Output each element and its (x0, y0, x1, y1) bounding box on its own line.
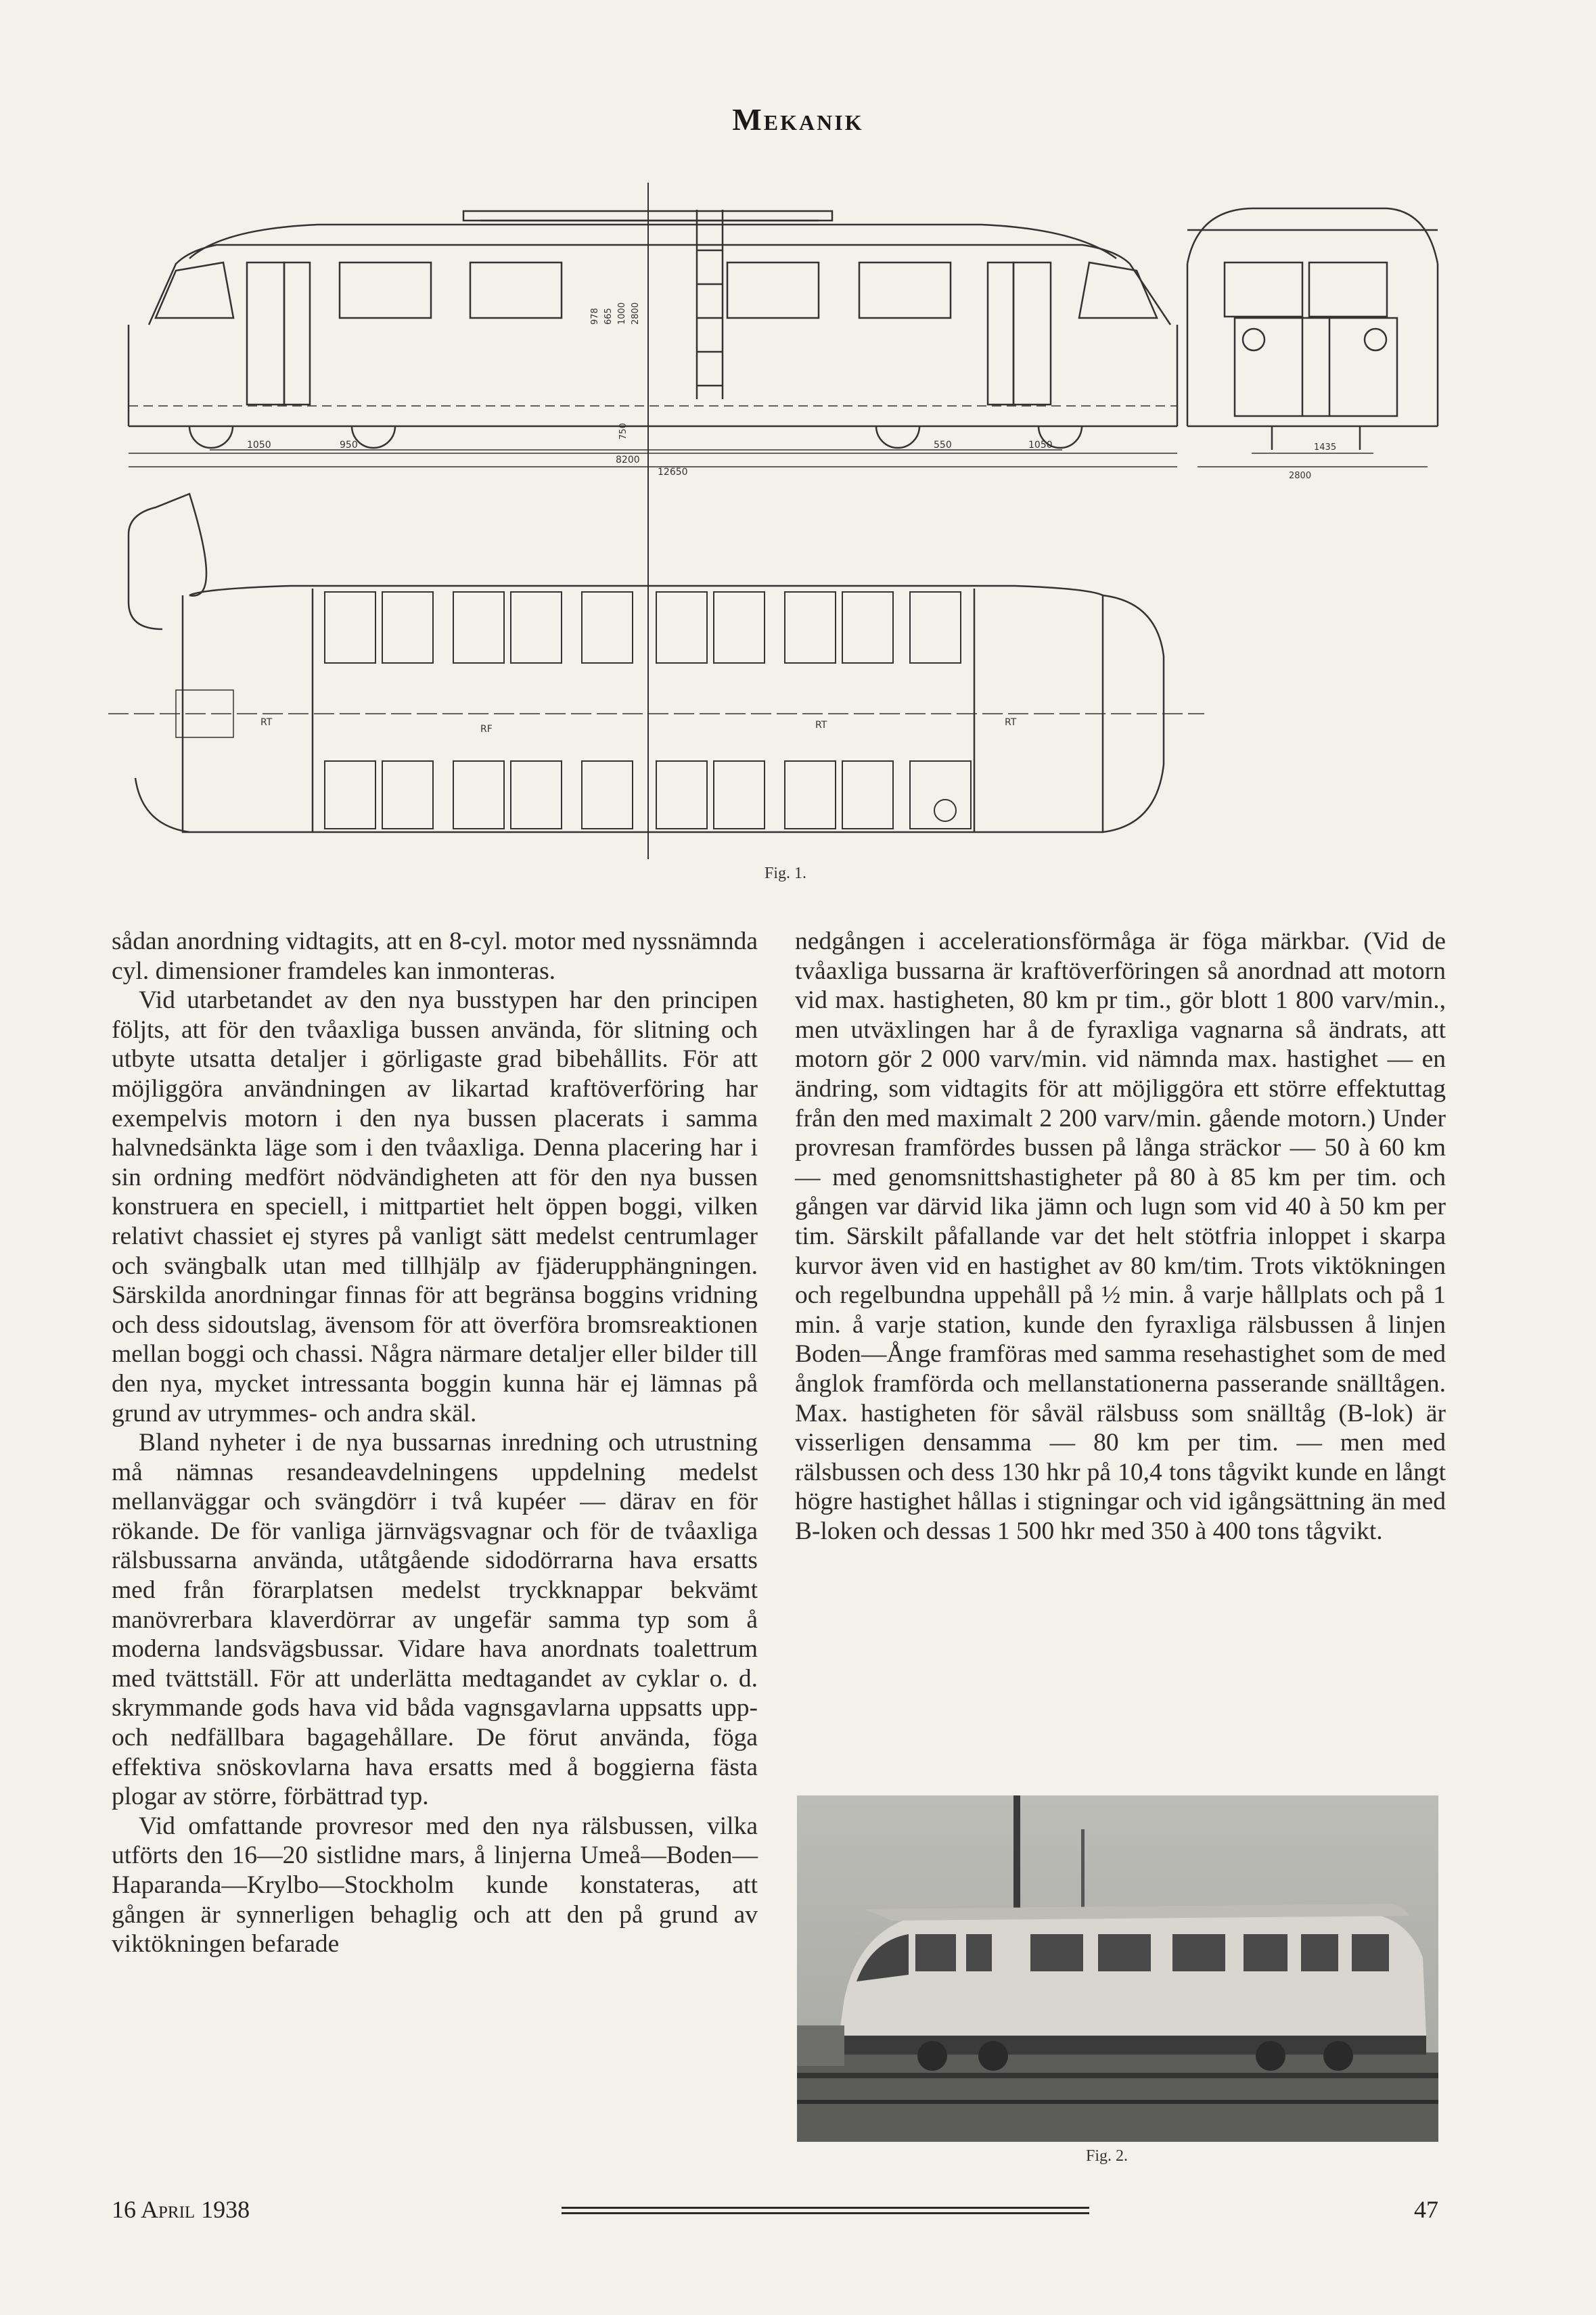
side-elevation-drawing (129, 210, 1177, 478)
footer-date: 16 April 1938 (112, 2196, 250, 2223)
compartment-label: RT (1005, 717, 1017, 728)
figure-2-caption: Fig. 2. (1086, 2147, 1128, 2165)
paragraph: Vid omfattande provresor med den nya rälsbussen, vilka utförts den 16—20 sistlidne mars, å linjerna Umeå—Boden—Haparanda—Krylbo—Stockholm kunde konstateras, att gången är synnerligen behaglig och att den på grund av viktökningen befarade (112, 1812, 758, 1958)
article-column-right (795, 927, 1446, 1739)
front-elevation-drawing (1187, 208, 1438, 481)
figure-1-technical-drawing (101, 183, 1455, 873)
dimension-label: 665 (603, 308, 614, 325)
dimension-label: 8200 (616, 455, 640, 465)
compartment-label: RT (815, 720, 827, 731)
figure-1-caption: Fig. 1. (765, 865, 807, 882)
article-column-left (112, 927, 758, 2165)
dimension-label: 1050 (247, 440, 271, 451)
dimension-label: 950 (340, 440, 358, 451)
compartment-label: RT (260, 717, 273, 728)
dimension-label: 2800 (631, 302, 641, 325)
paragraph: sådan anordning vidtagits, att en 8-cyl. motor med nyssnämnda cyl. dimensioner framdeles kan inmonteras. (112, 927, 758, 985)
plan-view-drawing (108, 494, 1204, 832)
paragraph: Vid utarbetandet av den nya busstypen har den principen följts, att för den tvåaxliga bussen använda, för slitning och utbyte utsatta detaljer i görligaste grad bibehållits. För att möjliggöra användningen av likartad kraftöverföring har exempelvis motorn i den nya bussen placerats i samma halvnedsänkta läge som i den tvåaxliga. Denna placering har i sin ordning medfört nödvändigheten att för den nya bussen konstruera en speciell, i mittpartiet helt öppen boggi, vilken relativt chassiet ej styres på vanligt sätt medelst centrumlager och svängbalk utan med tillhjälp av fjäderupphängningen. Särskilda anordningar finnas för att begränsa boggins vridning och dess sidoutslag, ävensom för att överföra bromsreaktionen mellan boggi och chassi. Några närmare detaljer eller bilder till den nya, mycket intressanta boggin kunna här ej lämnas på grund av utrymmes- och andra skäl. (112, 986, 758, 1427)
dimension-label: 1000 (617, 302, 627, 325)
dimension-label: 550 (934, 440, 952, 451)
footer-rule (562, 2207, 1089, 2216)
paragraph: Bland nyheter i de nya bussarnas inredning och utrustning må nämnas resandeavdelningens uppdelning medelst mellanväggar och svängdörr i två kupéer — därav en för rökande. De för vanliga järnvägsvagnar och för de tvåaxliga rälsbussarna använda, utåtgående sidodörrarna hava ersatts med från förarplatsen medelst tryckknappar bekvämt manövrerbara klaverdörrar av ungefär samma typ som å moderna landsvägsbussar. Vidare hava anordnats toalettrum med tvättställ. För att underlätta medtagandet av cyklar o. d. skrymmande gods hava vid båda vagnsgavlarna uppsatts upp- och nedfällbara bagagehållare. De förut använda, föga effektiva snöskovlarna hava ersatts med å boggierna fästa plogar av större, förbättrad typ. (112, 1429, 758, 1811)
dimension-label: 978 (590, 308, 600, 325)
page-number: 47 (1414, 2196, 1438, 2223)
dimension-label: 12650 (658, 467, 688, 478)
compartment-label: RF (480, 724, 493, 735)
page-header-title: Mekanik (732, 102, 864, 137)
paragraph: nedgången i accelerationsförmåga är föga märkbar. (Vid de tvåaxliga bussarna är kraftöverföringen så anordnad att motorn vid max. hastigheten, 80 km pr tim., gör blott 1 800 varv/min., men utväxlingen har å de fyraxliga vagnarna så ändrats, att motorn gör 2 000 varv/min. vid nämnda max. hastighet — en ändring, som vidtagits för att möjliggöra ett större effektuttag från den med maximalt 2 200 varv/min. gående motorn.) Under provresan framfördes bussen på långa sträckor — 50 à 60 km — med genomsnittshastigheter på 80 à 85 km per tim. och gången var därvid lika jämn och lugn som vid 40 à 50 km per tim. Särskilt påfallande var det helt stötfria inloppet i skarpa kurvor även vid en hastighet av 80 km/tim. Trots viktökningen och regelbundna uppehåll på ½ min. å varje hållplats och på 1 min. å varje station, kunde den fyraxliga rälsbussen å linjen Boden—Ånge framföras med samma resehastighet som de med ånglok framförda och mellanstationerna passerande snälltågen. Max. hastigheten för såväl rälsbuss som snälltåg (B-lok) är visserligen densamma — 80 km per tim. — men med rälsbussen och dess 130 hkr på 10,4 tons tågvikt kunde en långt högre hastighet hållas i stigningar och vid igångsättning än med B-loken och dessas 1 500 hkr med 350 à 400 tons tågvikt. (795, 927, 1446, 1545)
dimension-label: 2800 (1289, 471, 1312, 481)
dimension-label: 1435 (1314, 442, 1337, 453)
dimension-label: 750 (618, 423, 629, 440)
dimension-label: 1050 (1028, 440, 1053, 451)
figure-2-photo (797, 1795, 1438, 2142)
